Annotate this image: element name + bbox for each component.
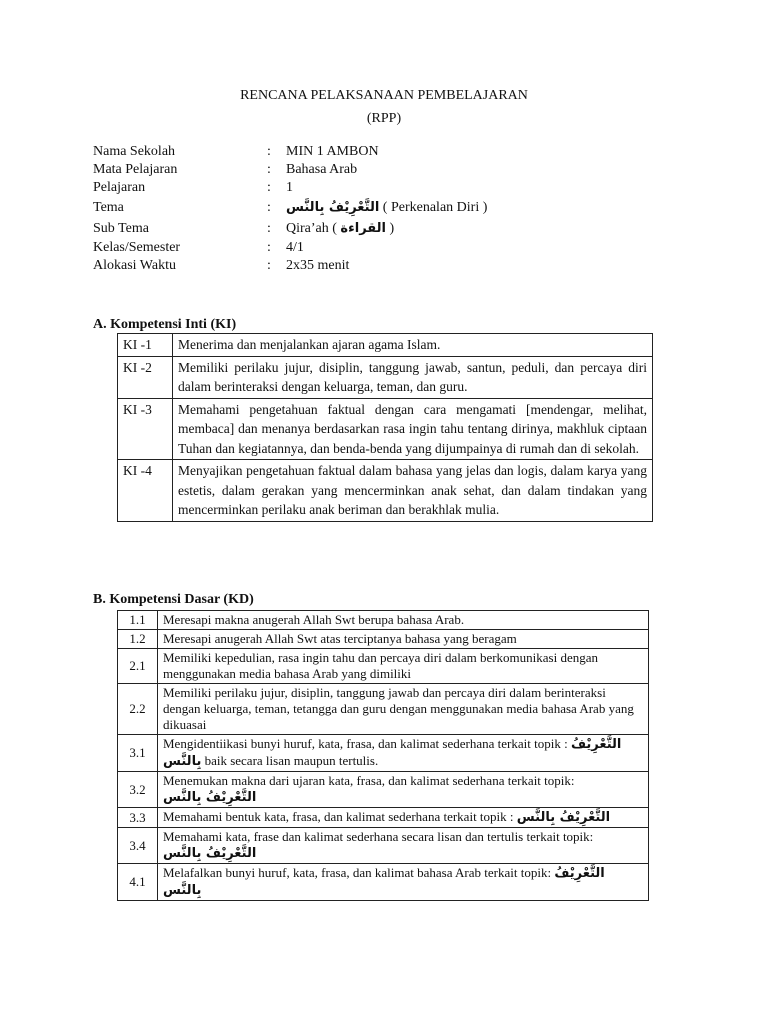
- ki-text: Memiliki perilaku jujur, disiplin, tanggung jawab, santun, peduli, dan percaya diri dalam berinteraksi dengan keluarga, teman, dan guru.: [173, 356, 653, 398]
- info-value: 2x35 menit: [286, 258, 350, 273]
- info-label: Mata Pelajaran: [93, 162, 178, 177]
- kd-text: [158, 772, 649, 808]
- table-row: [118, 772, 649, 808]
- ki-code: KI -2: [118, 356, 173, 398]
- ki-text: Menerima dan menjalankan ajaran agama Islam.: [173, 334, 653, 357]
- info-label: Tema: [93, 200, 124, 215]
- arabic-topic: التَّعْرِيْفُ بِالنَّس: [516, 810, 611, 825]
- section-heading-ki: A. Kompetensi Inti (KI): [93, 317, 237, 332]
- kd-text-main: Memahami bentuk kata, frasa, dan kalimat sederhana terkait topik :: [163, 809, 514, 824]
- kd-text: [158, 864, 649, 901]
- table-row: [118, 828, 649, 864]
- kd-text: [158, 684, 649, 735]
- info-value-subtheme: [286, 218, 394, 239]
- kd-text: [158, 649, 649, 684]
- kd-text-main: Meresapi anugerah Allah Swt atas terciptanya bahasa yang beragam: [163, 631, 517, 646]
- table-row: [118, 808, 649, 828]
- table-row: [118, 460, 653, 522]
- ki-table: [117, 333, 653, 522]
- kd-code: 2.1: [118, 649, 158, 684]
- arabic-topic: التَّعْرِيْفُ بِالنَّس: [163, 737, 622, 769]
- kd-text-main: Menemukan makna dari ujaran kata, frasa, dan kalimat sederhana terkait topik:: [163, 773, 575, 788]
- kd-text: [158, 611, 649, 630]
- kd-text: [158, 808, 649, 828]
- info-colon: :: [267, 240, 271, 255]
- arabic-topic: التَّعْرِيْفُ بِالنَّس: [163, 790, 257, 805]
- document-subtitle: (RPP): [366, 111, 402, 126]
- kd-text-tail: baik secara lisan maupun tertulis.: [204, 753, 379, 768]
- info-label: Kelas/Semester: [93, 240, 181, 255]
- kd-text: [158, 735, 649, 772]
- subtheme-text: Qira’ah (: [286, 221, 337, 236]
- kd-code: 3.1: [118, 735, 158, 772]
- ki-code: KI -1: [118, 334, 173, 357]
- info-value: Bahasa Arab: [286, 162, 358, 177]
- theme-translation: ( Perkenalan Diri ): [382, 200, 488, 215]
- kd-code: 4.1: [118, 864, 158, 901]
- kd-code: 2.2: [118, 684, 158, 735]
- kd-text: [158, 828, 649, 864]
- arabic-text: القراءة: [340, 221, 386, 236]
- kd-code: 3.4: [118, 828, 158, 864]
- kd-text-main: Memiliki kepedulian, rasa ingin tahu dan percaya diri dalam berkomunikasi dengan menggunakan media bahasa Arab yang dimiliki: [163, 650, 599, 681]
- ki-text: Menyajikan pengetahuan faktual dalam bahasa yang jelas dan logis, dalam karya yang estetis, dalam gerakan yang mencerminkan anak sehat, dan dalam tindakan yang mencerminkan perilaku anak beriman dan berakhlak mulia.: [173, 460, 653, 522]
- table-row: [118, 611, 649, 630]
- kd-text-main: Memahami kata, frase dan kalimat sederhana secara lisan dan tertulis terkait topik:: [163, 829, 594, 844]
- info-label: Nama Sekolah: [93, 144, 176, 159]
- table-row: [118, 864, 649, 901]
- kd-code: 1.2: [118, 630, 158, 649]
- info-label: Alokasi Waktu: [93, 258, 176, 273]
- arabic-topic: التَّعْرِيْفُ بِالنَّس: [163, 866, 605, 898]
- info-label: Sub Tema: [93, 221, 149, 236]
- kd-code: 3.3: [118, 808, 158, 828]
- ki-code: KI -4: [118, 460, 173, 522]
- info-value-theme: [286, 197, 487, 218]
- document-title: RENCANA PELAKSANAAN PEMBELAJARAN: [240, 88, 528, 103]
- info-colon: :: [267, 144, 271, 159]
- info-label: Pelajaran: [93, 180, 146, 195]
- kd-text: [158, 630, 649, 649]
- ki-code: KI -3: [118, 398, 173, 460]
- info-value: 1: [286, 180, 293, 195]
- table-row: [118, 334, 653, 357]
- info-value: MIN 1 AMBON: [286, 144, 379, 159]
- kd-text-main: Melafalkan bunyi huruf, kata, frasa, dan kalimat bahasa Arab terkait topik:: [163, 865, 552, 880]
- table-row: [118, 630, 649, 649]
- kd-text-main: Meresapi makna anugerah Allah Swt berupa bahasa Arab.: [163, 612, 465, 627]
- info-colon: :: [267, 258, 271, 273]
- table-row: [118, 735, 649, 772]
- arabic-topic: التَّعْرِيْفُ بِالنَّس: [163, 846, 257, 861]
- kd-code: 1.1: [118, 611, 158, 630]
- info-colon: :: [267, 200, 271, 215]
- info-colon: :: [267, 221, 271, 236]
- info-colon: :: [267, 180, 271, 195]
- table-row: [118, 398, 653, 460]
- table-row: [118, 684, 649, 735]
- kd-code: 3.2: [118, 772, 158, 808]
- table-row: [118, 356, 653, 398]
- info-colon: :: [267, 162, 271, 177]
- kd-text-main: Mengidentiikasi bunyi huruf, kata, frasa, dan kalimat sederhana terkait topik :: [163, 736, 568, 751]
- kd-text-main: Memiliki perilaku jujur, disiplin, tanggung jawab dan percaya diri dalam berinteraksi dengan keluarga, teman, tetangga dan guru dengan menggunakan media bahasa Arab yang dikuasai: [163, 685, 634, 732]
- arabic-text: التَّعْرِيْفُ بِالنَّس: [286, 200, 380, 215]
- kd-table: [117, 610, 649, 901]
- ki-text: Memahami pengetahuan faktual dengan cara mengamati [mendengar, melihat, membaca] dan menanya berdasarkan rasa ingin tahu tentang dirinya, makhluk ciptaan Tuhan dan kegiatannya, dan benda-benda yang dijumpainya di rumah dan di sekolah.: [173, 398, 653, 460]
- table-row: [118, 649, 649, 684]
- section-heading-kd: B. Kompetensi Dasar (KD): [93, 592, 254, 607]
- info-value: 4/1: [286, 240, 304, 255]
- subtheme-suffix: ): [389, 221, 395, 236]
